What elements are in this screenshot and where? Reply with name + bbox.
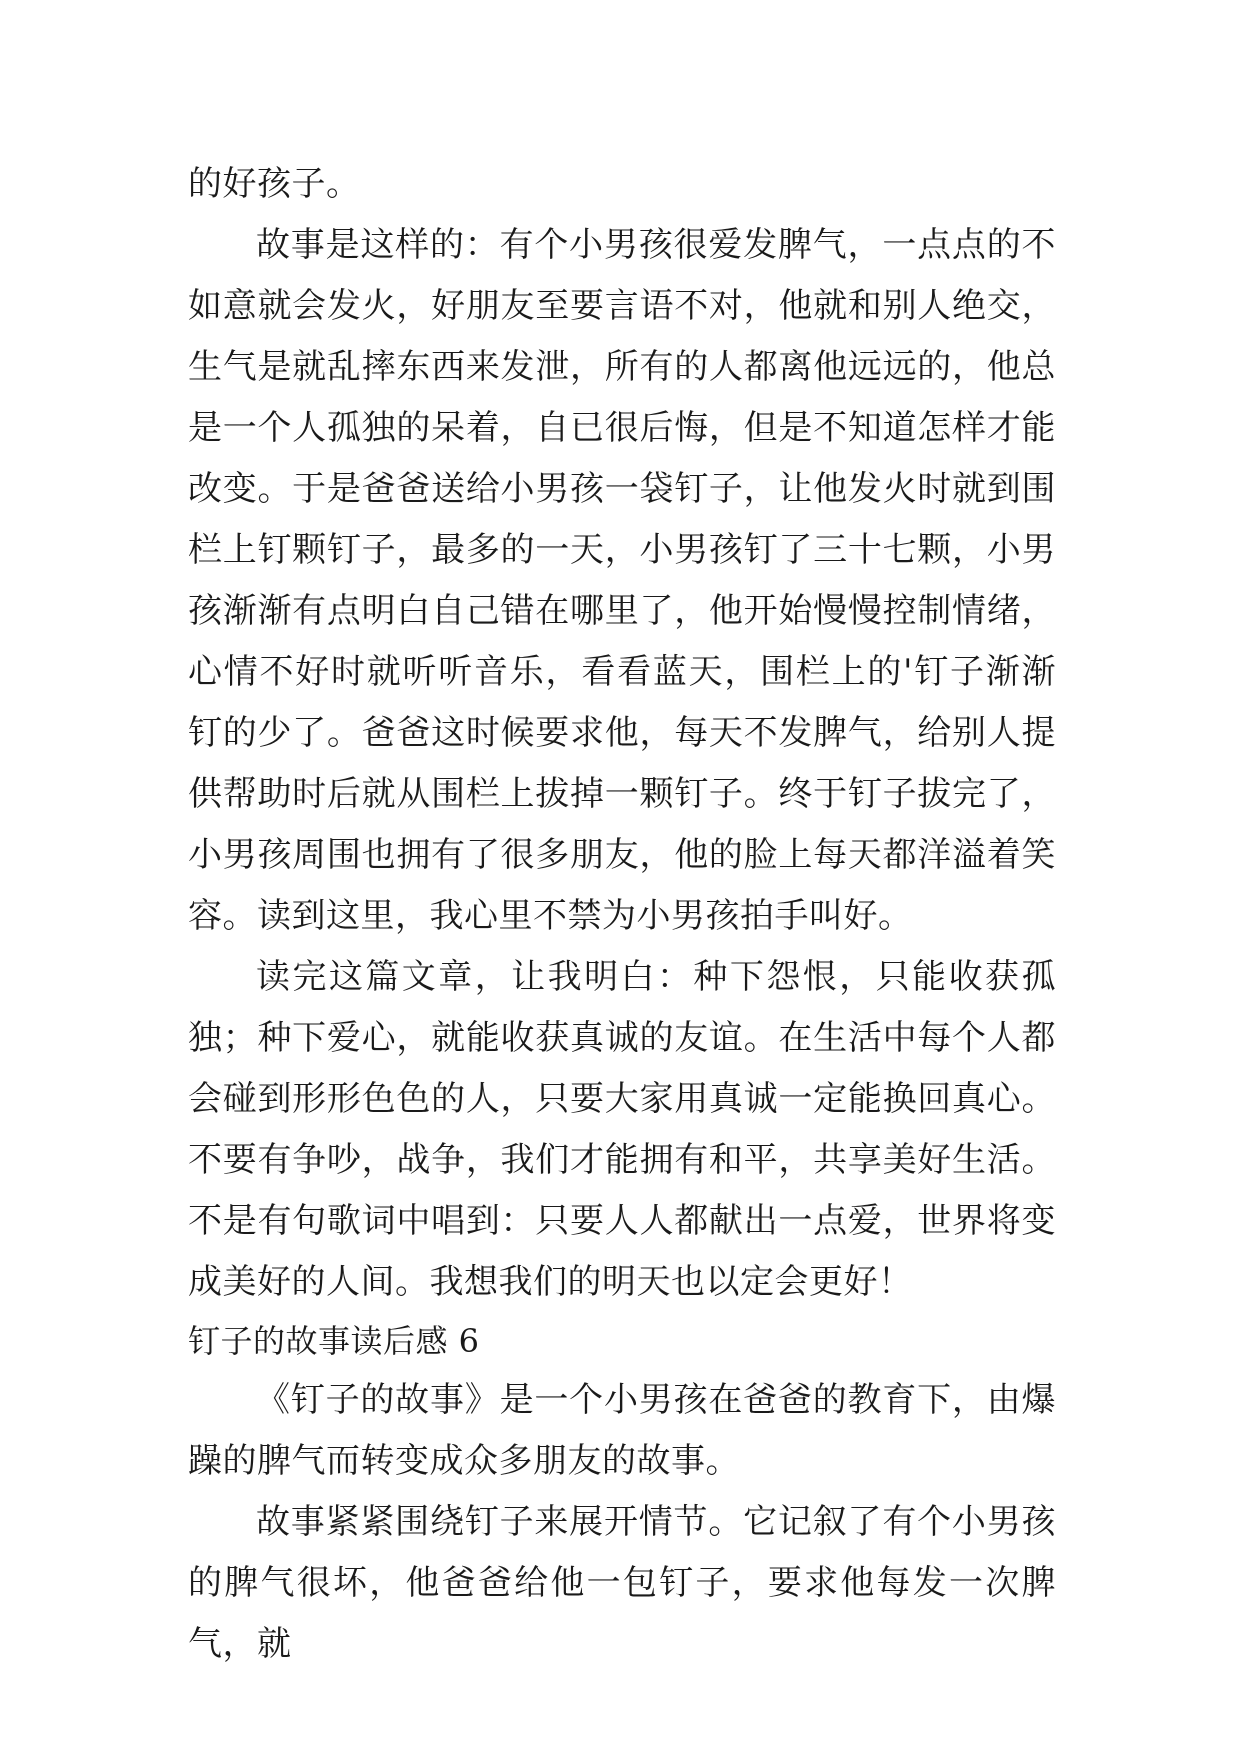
paragraph-intro: 《钉子的故事》是一个小男孩在爸爸的教育下，由爆躁的脾气而转变成众多朋友的故事。	[188, 1380, 1056, 1481]
paragraph-plot: 故事紧紧围绕钉子来展开情节。它记叙了有个小男孩的脾气很坏，他爸爸给他一包钉子，要求他每发一次脾气，就	[188, 1502, 1056, 1664]
section-heading: 钉子的故事读后感 6	[188, 1322, 480, 1360]
paragraph-reflection: 读完这篇文章，让我明白：种下怨恨，只能收获孤独；种下爱心，就能收获真诚的友谊。在生活中每个人都会碰到形形色色的人，只要大家用真诚一定能换回真心。不要有争吵，战争，我们才能拥有和平，共享美好生活。不是有句歌词中唱到：只要人人都献出一点爱，世界将变成美好的人间。我想我们的明天也以定会更好！	[188, 957, 1056, 1302]
paragraph-continuation: 的好孩子。	[188, 164, 361, 204]
paragraph-story: 故事是这样的：有个小男孩很爱发脾气，一点点的不如意就会发火，好朋友至要言语不对，他就和别人绝交，生气是就乱摔东西来发泄，所有的人都离他远远的，他总是一个人孤独的呆着，自已很后悔，但是不知道怎样才能改变。于是爸爸送给小男孩一袋钉子，让他发火时就到围栏上钉颗钉子，最多的一天，小男孩钉了三十七颗，小男孩渐渐有点明白自己错在哪里了，他开始慢慢控制情绪，心情不好时就听听音乐，看看蓝天，围栏上的'钉子渐渐钉的少了。爸爸这时候要求他，每天不发脾气，给别人提供帮助时后就从围栏上拔掉一颗钉子。终于钉子拔完了，小男孩周围也拥有了很多朋友，他的脸上每天都洋溢着笑容。读到这里，我心里不禁为小男孩拍手叫好。	[188, 225, 1056, 936]
document-body	[188, 154, 1056, 1675]
